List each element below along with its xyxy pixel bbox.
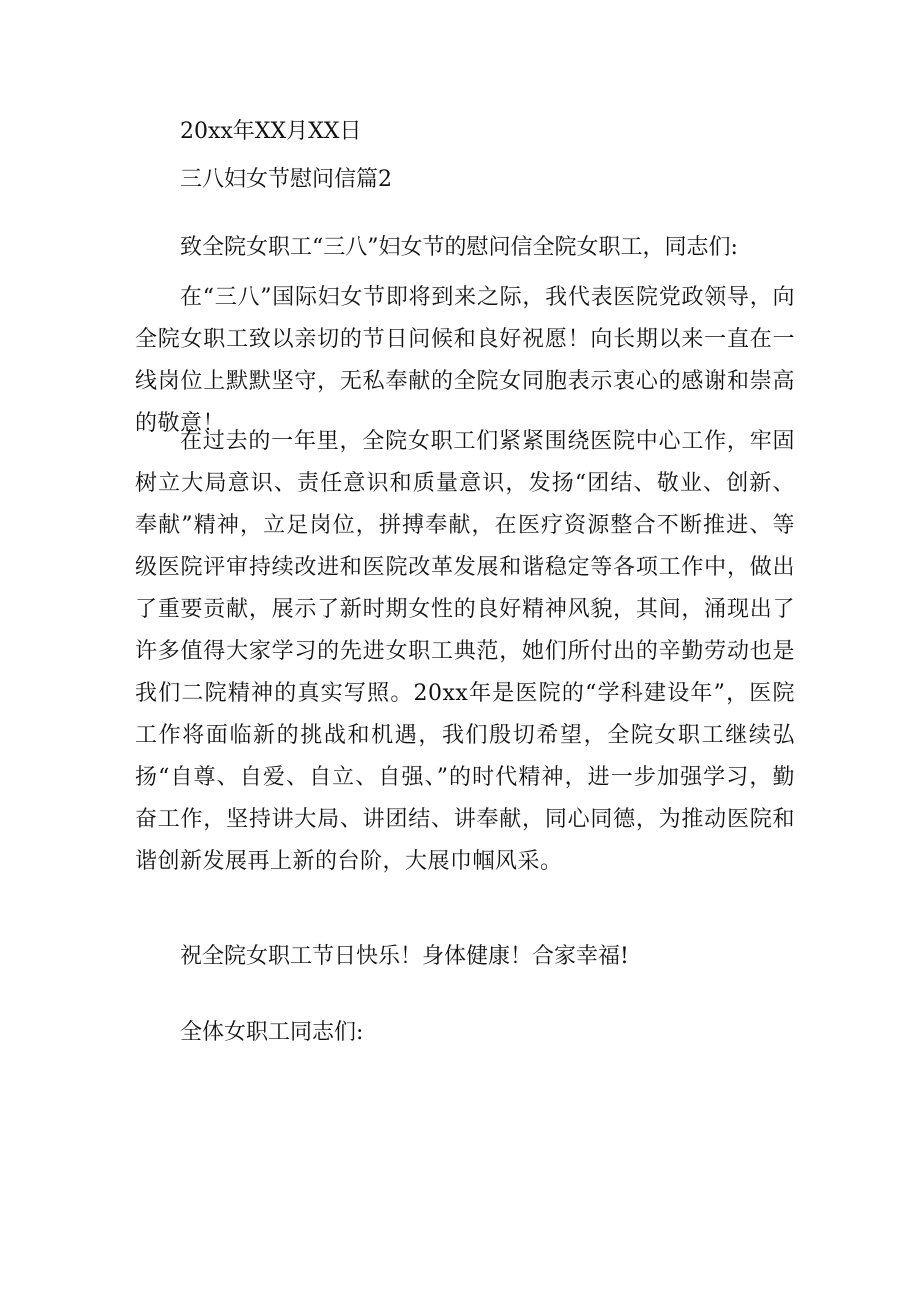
closing-wish: 祝全院女职工节日快乐！身体健康！合家幸福! bbox=[180, 944, 629, 969]
paragraph-greeting: 在“三八”国际妇女节即将到来之际，我代表医院党政领导，向全院女职工致以亲切的节日问候和良好祝愿！向长期以来一直在一线岗位上默默坚守，无私奉献的全院女同胞表示衷心的感谢和崇高的敬意！ bbox=[135, 285, 795, 436]
letter-salutation: 致全院女职工“三八”妇女节的慰问信全院女职工，同志们: bbox=[180, 235, 738, 260]
paragraph-achievements: 在过去的一年里，全院女职工们紧紧围绕医院中心工作，牢固树立大局意识、责任意识和质量意识，发扬“团结、敬业、创新、奉献”精神，立足岗位，拼搏奉献，在医疗资源整合不断推进、等级医院评审持续改进和医院改革发展和谐稳定等各项工作中，做出了重要贡献，展示了新时期女性的良好精神风貌，其间，涌现出了许多值得大家学习的先进女职工典范，她们所付出的辛勤劳动也是我们二院精神的真实写照。20xx年是医院的“学科建设年”，医院工作将面临新的挑战和机遇，我们殷切希望，全院女职工继续弘扬“自尊、自爱、自立、自强、”的时代精神，进一步加强学习，勤奋工作，坚持讲大局、讲团结、讲奉献，同心同德，为推动医院和谐创新发展再上新的台阶，大展巾帼风采。 bbox=[135, 429, 795, 874]
section-title: 三八妇女节慰问信篇2 bbox=[180, 167, 392, 192]
date-line: 20xx年XX月XX日 bbox=[180, 119, 362, 144]
next-salutation: 全体女职工同志们: bbox=[180, 1020, 364, 1045]
